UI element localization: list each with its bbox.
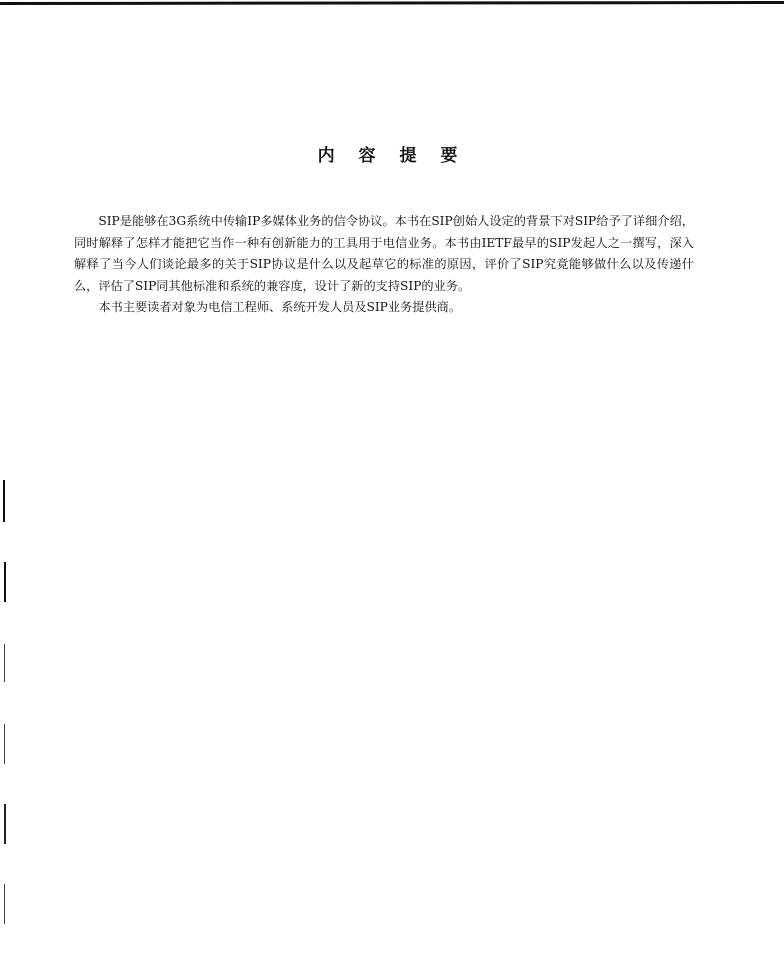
- binding-edge-marks: [0, 480, 12, 930]
- summary-paragraph-1: SIP是能够在3G系统中传输IP多媒体业务的信令协议。本书在SIP创始人设定的背景下对SIP给予了详细介绍，同时解释了怎样才能把它当作一种有创新能力的工具用于电信业务。本书由IETF最早的SIP发起人之一撰写，深入解释了当今人们谈论最多的关于SIP协议是什么以及起草它的标准的原因，评价了SIP究竟能够做什么以及传递什么，评估了SIP同其他标准和系统的兼容度，设计了新的支持SIP的业务。: [74, 214, 694, 293]
- summary-body: [74, 211, 694, 319]
- top-edge-rule: [0, 0, 784, 8]
- summary-paragraph-2: 本书主要读者对象为电信工程师、系统开发人员及SIP业务提供商。: [98, 300, 462, 315]
- page-title: 内 容 提 要: [317, 146, 467, 166]
